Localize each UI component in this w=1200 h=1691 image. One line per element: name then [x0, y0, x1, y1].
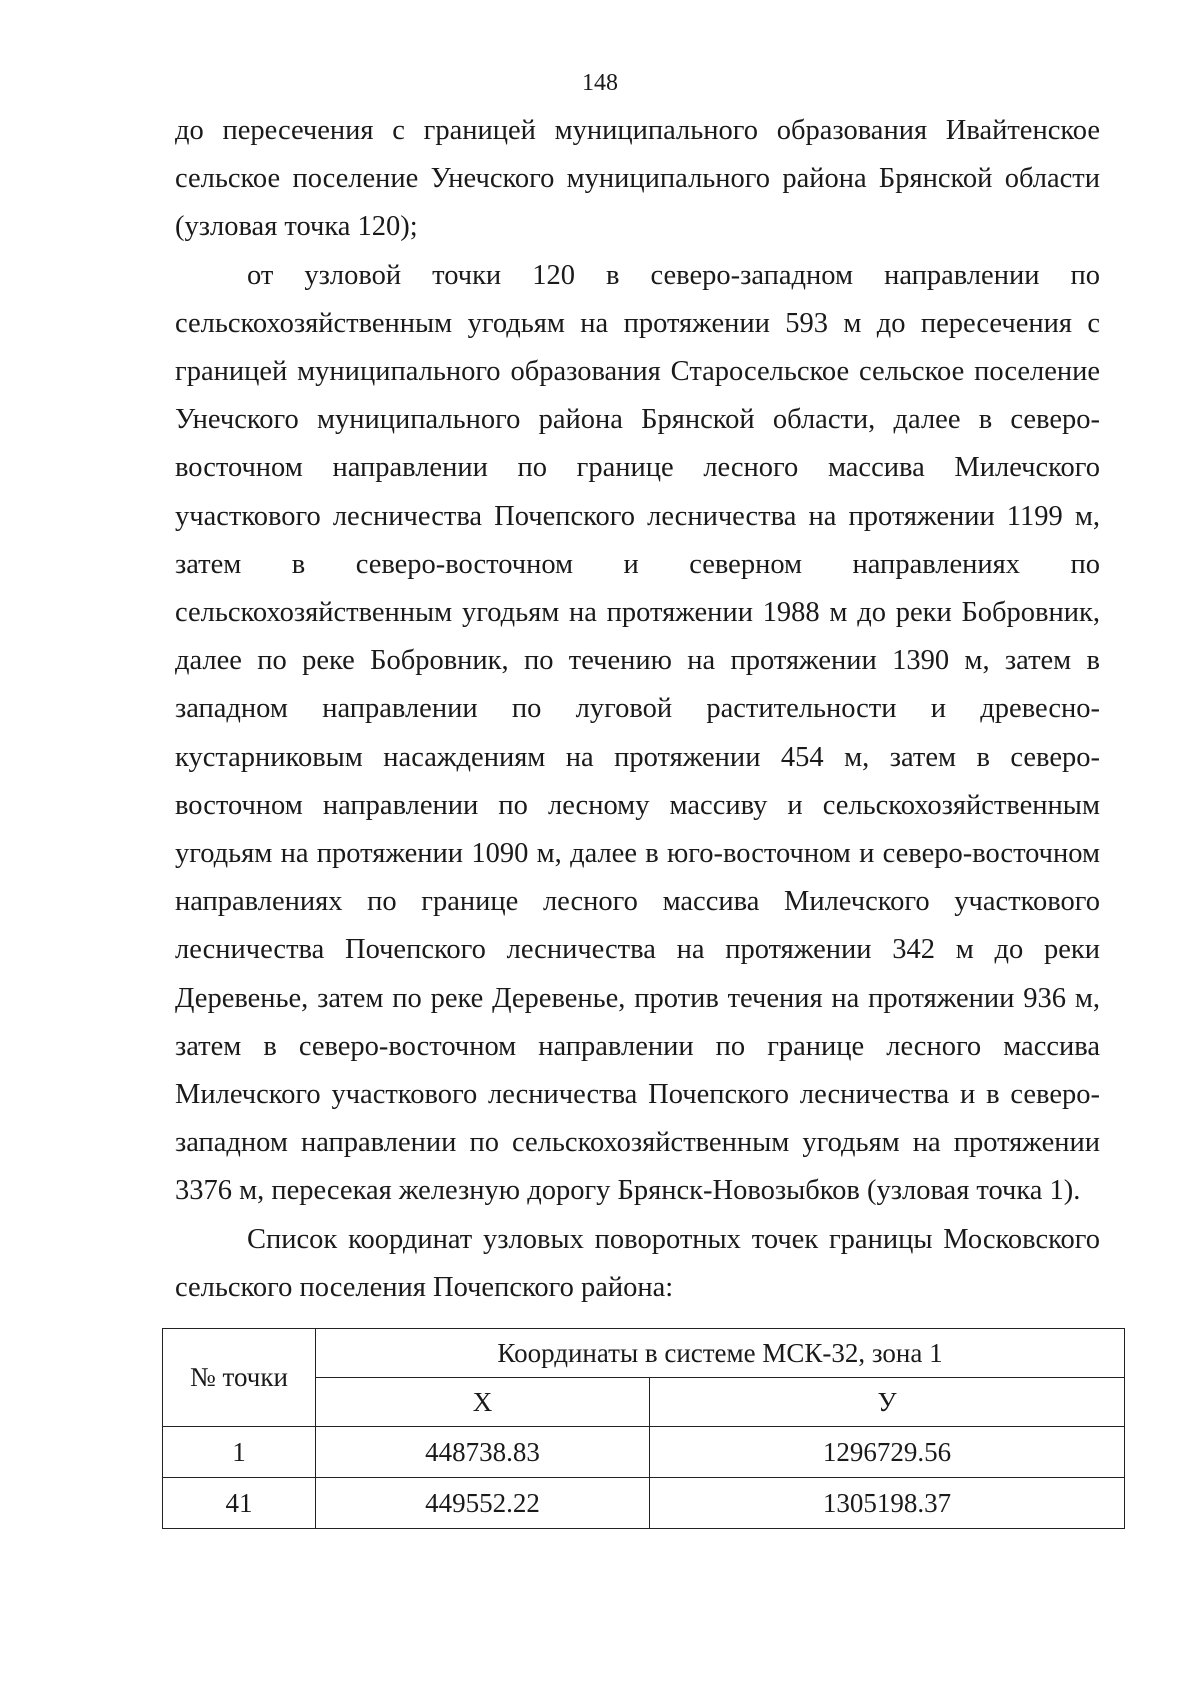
header-point-number: № точки	[163, 1329, 316, 1427]
body-text	[175, 107, 1100, 1312]
table-row	[163, 1478, 1125, 1529]
header-x: Х	[316, 1378, 650, 1427]
header-coordinates-system: Координаты в системе МСК-32, зона 1	[316, 1329, 1125, 1378]
header-y: У	[650, 1378, 1125, 1427]
cell-x: 448738.83	[316, 1427, 650, 1478]
paragraph: до пересечения с границей муниципального образования Ивайтенское сельское поселение Унечского муниципального района Брянской области (узловая точка 120);	[175, 115, 1100, 243]
cell-y: 1305198.37	[650, 1478, 1125, 1529]
cell-point: 1	[163, 1427, 316, 1478]
table-header-row	[163, 1329, 1125, 1378]
cell-point: 41	[163, 1478, 316, 1529]
table-row	[163, 1427, 1125, 1478]
paragraph: от узловой точки 120 в северо-западном направлении по сельскохозяйственным угодьям на протяжении 593 м до пересечения с границей муниципального образования Старосельское сельское поселение Унечского муниципального района Брянской области, далее в северо-восточном направлении по границе лесного массива Милечского участкового лесничества Почепского лесничества на протяжении 1199 м, затем в северо-восточном и северном направлениях по сельскохозяйственным угодьям на протяжении 1988 м до реки Бобровник, далее по реке Бобровник, по течению на протяжении 1390 м, затем в западном направлении по луговой растительности и древесно-кустарниковым насаждениям на протяжении 454 м, затем в северо-восточном направлении по лесному массиву и сельскохозяйственным угодьям на протяжении 1090 м, далее в юго-восточном и северо-восточном направлениях по границе лесного массива Милечского участкового лесничества Почепского лесничества на протяжении 342 м до реки Деревенье, затем по реке Деревенье, против течения на протяжении 936 м, затем в северо-восточном направлении по границе лесного массива Милечского участкового лесничества Почепского лесничества и в северо-западном направлении по сельскохозяйственным угодьям на протяжении 3376 м, пересекая железную дорогу Брянск-Новозыбков (узловая точка 1).	[175, 259, 1100, 1207]
paragraph: Список координат узловых поворотных точек границы Московского сельского поселения Почепского района:	[175, 1223, 1100, 1303]
cell-y: 1296729.56	[650, 1427, 1125, 1478]
page-number: 148	[582, 70, 618, 96]
coordinates-table	[162, 1328, 1125, 1529]
cell-x: 449552.22	[316, 1478, 650, 1529]
